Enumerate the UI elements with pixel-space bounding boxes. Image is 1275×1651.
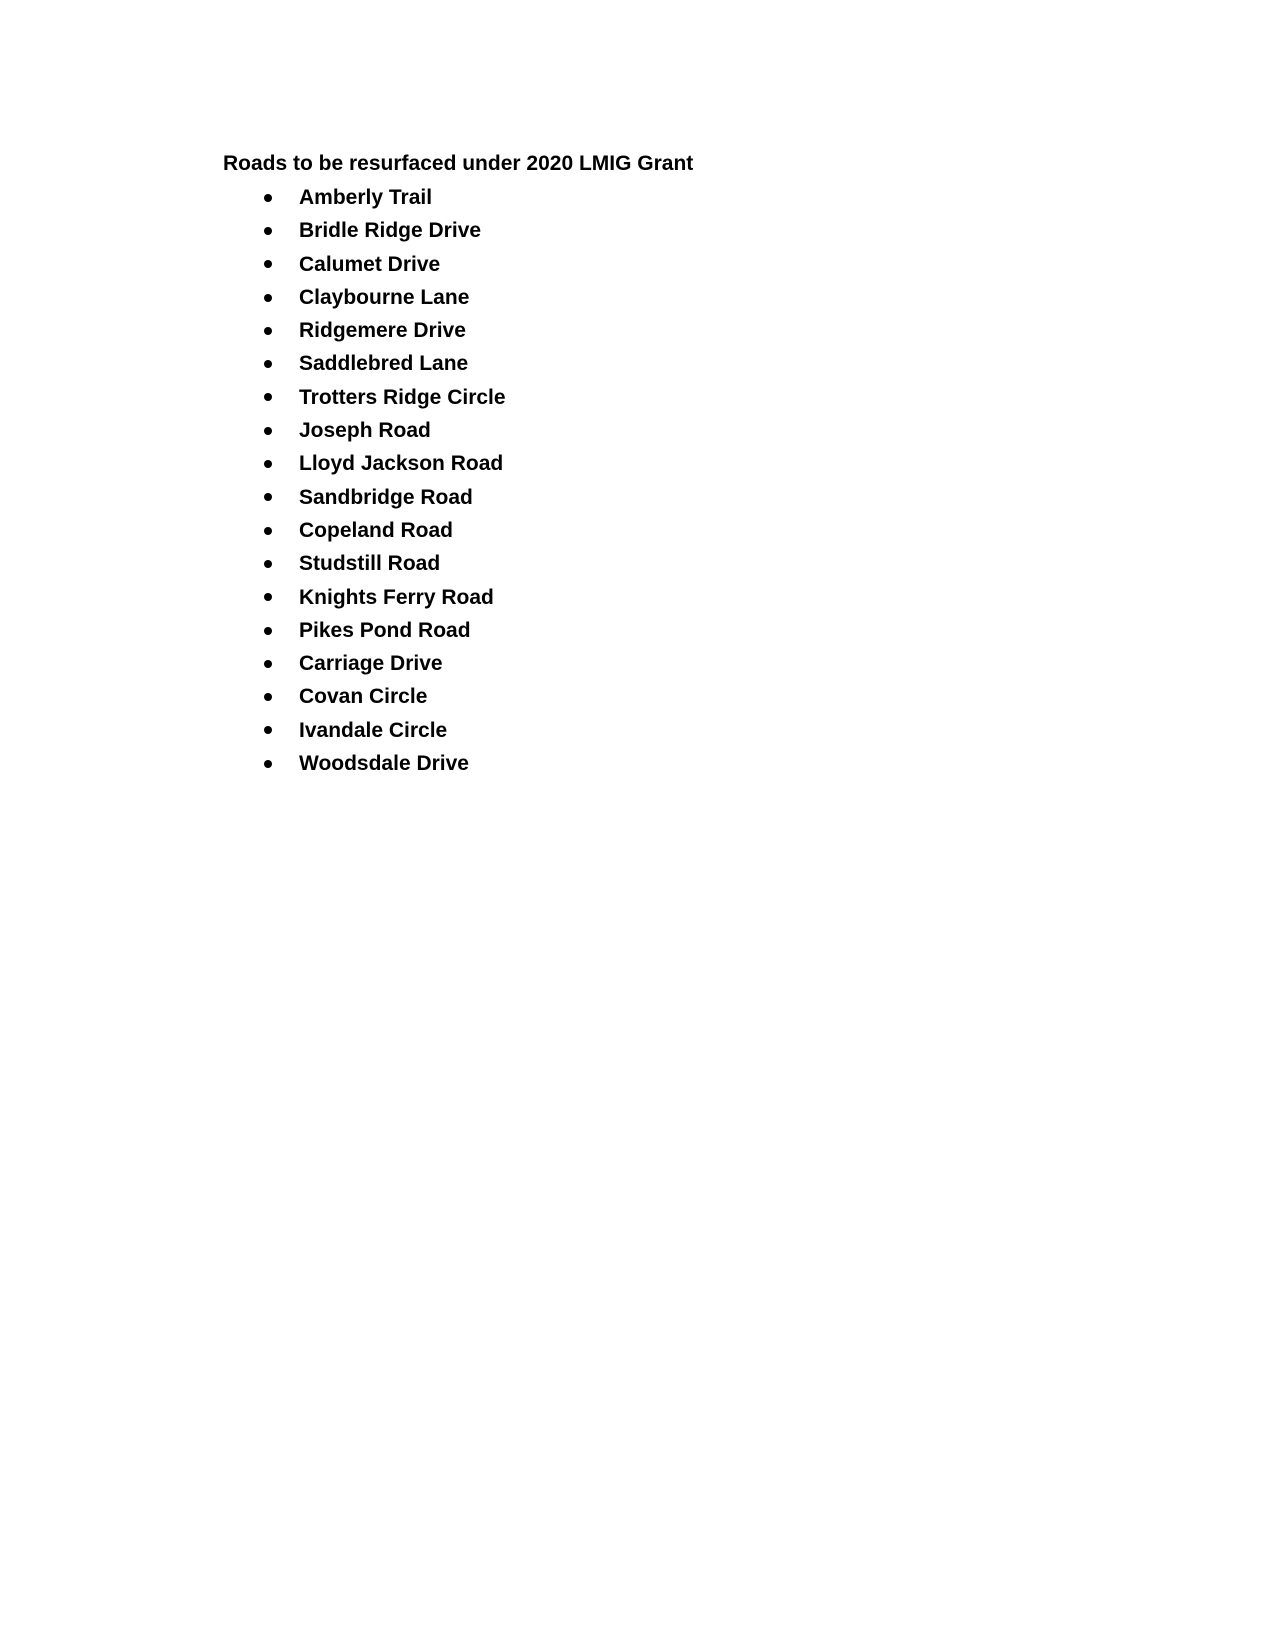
bullet-icon (264, 194, 272, 202)
road-name: Joseph Road (299, 419, 431, 443)
bullet-icon (264, 227, 272, 235)
bullet-icon (264, 327, 272, 335)
road-name: Bridle Ridge Drive (299, 219, 482, 243)
bullet-icon (264, 593, 272, 601)
road-name: Lloyd Jackson Road (299, 452, 504, 476)
bullet-icon (264, 460, 272, 468)
road-name: Pikes Pond Road (299, 618, 471, 642)
bullet-icon (264, 560, 272, 568)
road-name: Covan Circle (299, 685, 428, 709)
bullet-icon (264, 627, 272, 635)
road-name: Copeland Road (299, 518, 454, 542)
bullet-icon (264, 427, 272, 435)
bullet-icon (264, 260, 272, 268)
bullet-icon (264, 493, 272, 501)
road-name: Sandbridge Road (299, 485, 473, 509)
road-name: Ridgemere Drive (299, 319, 466, 343)
road-name: Carriage Drive (299, 652, 443, 676)
document-heading: Roads to be resurfaced under 2020 LMIG Grant (223, 152, 694, 175)
bullet-icon (264, 660, 272, 668)
road-name: Claybourne Lane (299, 285, 470, 309)
road-name: Calumet Drive (299, 252, 441, 276)
bullet-icon (264, 760, 272, 768)
road-name: Studstill Road (299, 552, 441, 576)
bullet-icon (264, 360, 272, 368)
road-name: Knights Ferry Road (299, 585, 494, 609)
road-name: Amberly Trail (299, 186, 433, 209)
road-name: Ivandale Circle (299, 718, 448, 742)
bullet-icon (264, 693, 272, 701)
road-name: Trotters Ridge Circle (299, 385, 506, 409)
road-name: Woodsdale Drive (299, 752, 469, 776)
road-name: Saddlebred Lane (299, 352, 469, 376)
bullet-icon (264, 393, 272, 401)
bullet-icon (264, 527, 272, 535)
bullet-icon (264, 726, 272, 734)
bullet-icon (264, 294, 272, 302)
